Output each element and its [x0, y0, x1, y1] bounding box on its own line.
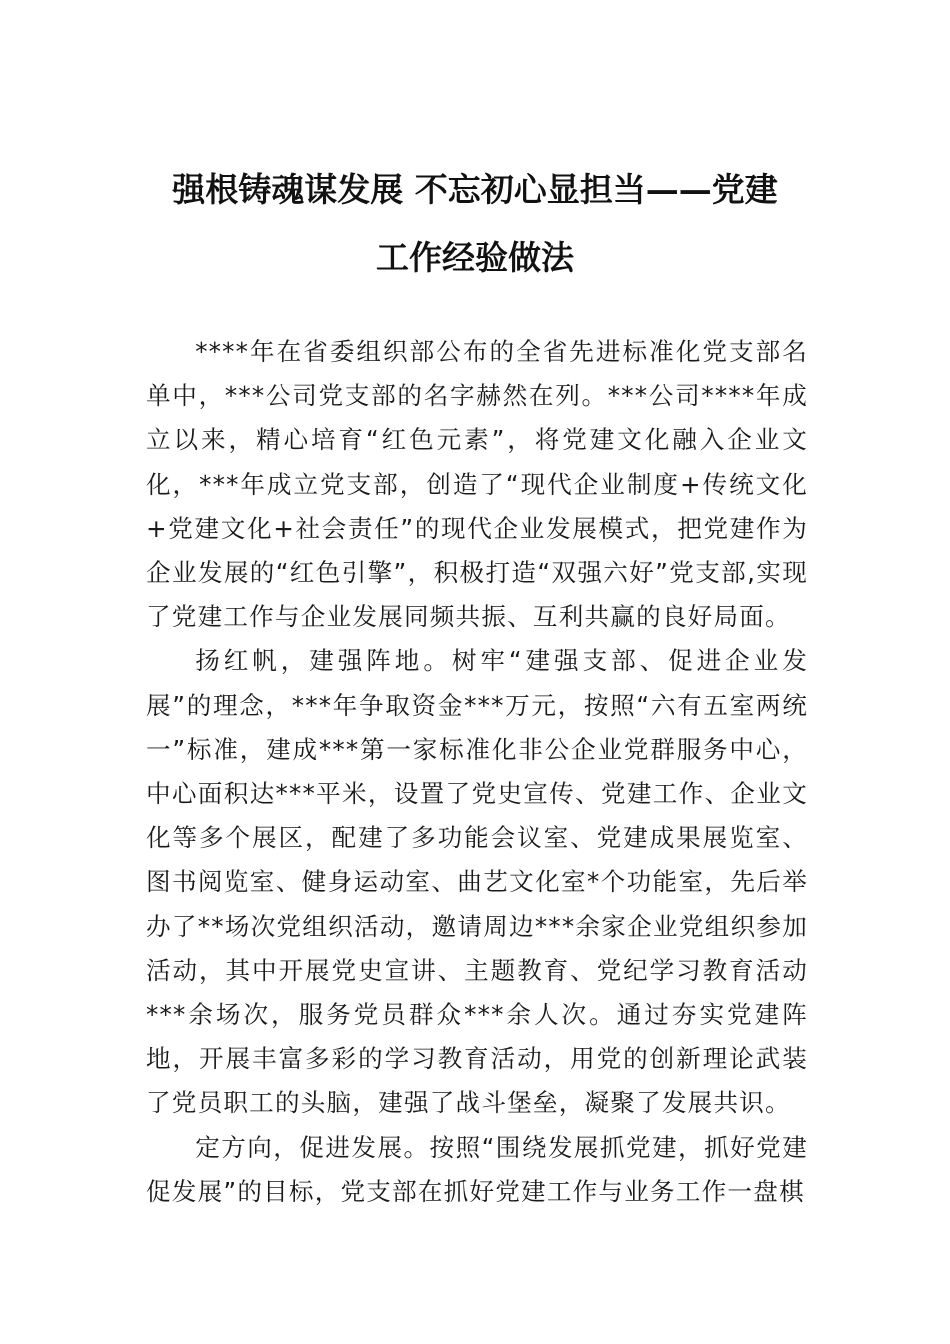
document-body [146, 330, 808, 1214]
paragraph-direction: 定方向，促进发展。按照“围绕发展抓党建，抓好党建促发展”的目标，党支部在抓好党建工作与业务工作一盘棋 [146, 1132, 808, 1206]
paragraph-intro: ****年在省委组织部公布的全省先进标准化党支部名单中，***公司党支部的名字赫然在列。***公司****年成立以来，精心培育“红色元素”，将党建文化融入企业文化，***年成立党支部，创造了“现代企业制度+传统文化+党建文化+社会责任”的现代企业发展模式，把党建作为企业发展的“红色引擎”，积极打造“双强六好”党支部,实现了党建工作与企业发展同频共振、互利共赢的良好局面。 [146, 337, 808, 632]
paragraph-position-building: 扬红帆，建强阵地。树牢“建强支部、促进企业发展”的理念，***年争取资金***万元，按照“六有五室两统一”标准，建成***第一家标准化非公企业党群服务中心，中心面积达***平米，设置了党史宣传、党建工作、企业文化等多个展区，配建了多功能会议室、党建成果展览室、图书阅览室、健身运动室、曲艺文化室*个功能室，先后举办了**场次党组织活动，邀请周边***余家企业党组织参加活动，其中开展党史宣讲、主题教育、党纪学习教育活动***余场次，服务党员群众***余人次。通过夯实党建阵地，开展丰富多彩的学习教育活动，用党的创新理论武装了党员职工的头脑，建强了战斗堡垒，凝聚了发展共识。 [146, 646, 808, 1118]
document-title-line-2: 工作经验做法 [376, 238, 574, 277]
document-title-line-1: 强根铸魂谋发展 不忘初心显担当——党建 [172, 170, 778, 209]
